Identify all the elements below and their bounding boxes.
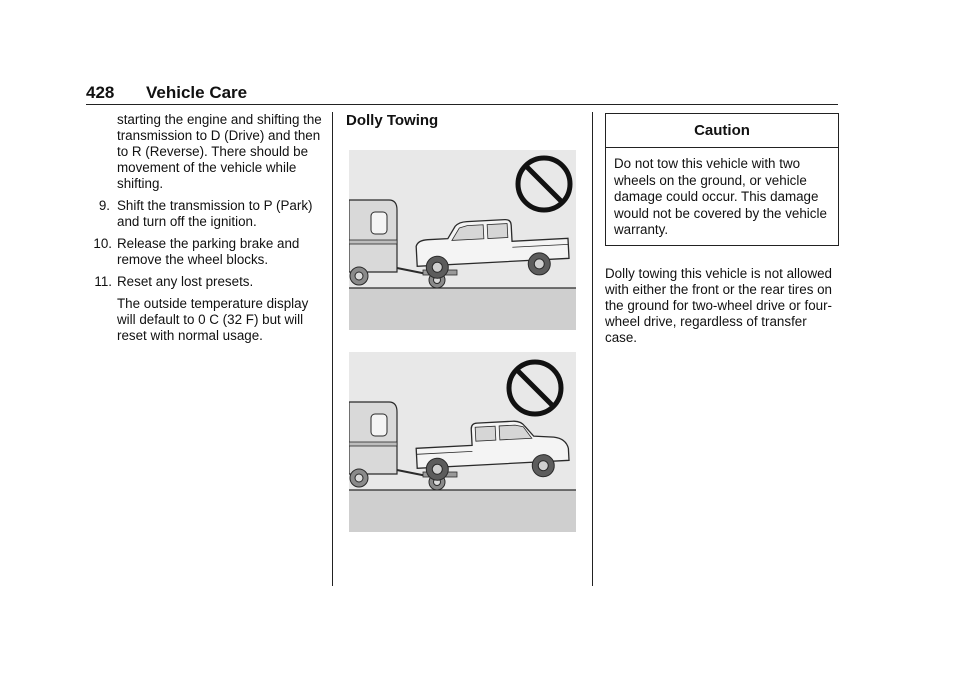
page-title: Vehicle Care [146,83,248,102]
caution-box [605,113,839,246]
column-divider-left [332,112,333,586]
step-9 [86,198,326,230]
middle-column [346,112,578,129]
dolly-tow-front-figure [349,150,576,330]
temperature-note: The outside temperature display will default to 0 C (32 F) but will reset with normal usage. [117,296,309,343]
step-number: 10. [93,236,112,251]
dolly-tow-rear-figure [349,352,576,532]
step-text: Release the parking brake and remove the wheel blocks. [117,236,300,267]
step-text: Shift the transmission to P (Park) and turn off the ignition. [117,198,313,229]
header-rule [86,104,838,105]
section-title: Dolly Towing [346,112,439,129]
column-divider-right [592,112,593,586]
page-number: 428 [86,83,115,102]
caution-title: Caution [606,114,838,148]
step-number: 11. [94,274,112,289]
step-11 [86,274,326,290]
step-text: Reset any lost presets. [117,274,254,289]
caution-text: Do not tow this vehicle with two wheels on the ground, or vehicle damage could occur. This damage would not be covered by the vehicle warranty. [614,156,827,237]
step-number: 9. [98,198,110,213]
continuation-text: starting the engine and shifting the transmission to D (Drive) and then to R (Reverse). There should be movement of the vehicle while shifting. [117,112,322,191]
left-column [86,112,326,344]
dolly-towing-text: Dolly towing this vehicle is not allowed with either the front or the rear tires on the ground for two-wheel drive or four-wheel drive, regardless of transfer case. [605,265,833,345]
page-header [86,83,838,105]
step-10 [86,236,326,268]
right-column [605,113,839,346]
